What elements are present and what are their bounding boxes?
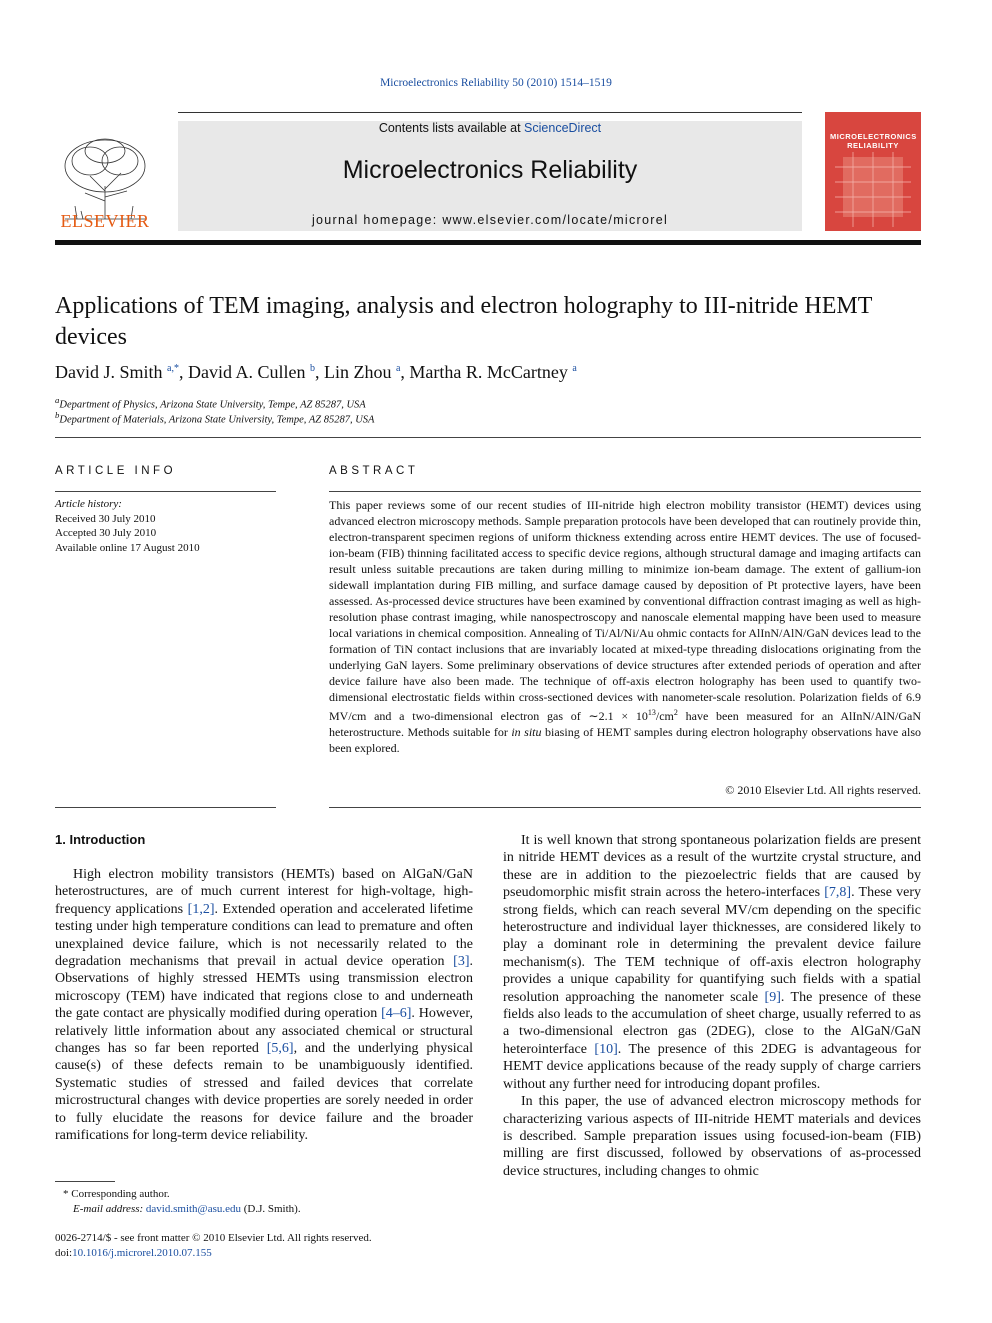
- asterisk-mark: *: [63, 1188, 72, 1200]
- email-link[interactable]: david.smith@asu.edu: [145, 1202, 241, 1215]
- affiliation-a: [55, 395, 921, 411]
- intro-paragraph-3: In this paper, the use of advanced electron microscopy methods for characterizing various aspects of III-nitride HEMT materials and devices is described. Sample preparation issues using focused-ion-beam (FIB) milling are first discussed, followed by observations of as-processed device structures, including changes to ohmic: [503, 1094, 921, 1179]
- abstract-rule: [329, 491, 921, 492]
- email-note: [55, 1202, 473, 1217]
- corresponding-text: Corresponding author.: [71, 1188, 170, 1200]
- journal-citation[interactable]: Microelectronics Reliability 50 (2010) 1514–1519: [380, 77, 612, 89]
- abstract-exponent-2: 2: [673, 708, 678, 717]
- citation-link[interactable]: [3]: [453, 954, 470, 970]
- affiliation-mark: a: [55, 395, 60, 405]
- author-affiliation-mark[interactable]: a,*: [167, 363, 179, 374]
- online-date: Available online 17 August 2010: [55, 541, 200, 554]
- paragraph-text: High electron mobility transistors (HEMTs) based on AlGaN/GaN heterostructures, are of much current interest for high-voltage, high-frequency applications: [55, 867, 473, 917]
- journal-cover-image: [825, 112, 921, 231]
- corresponding-note: [55, 1187, 473, 1202]
- doi-prefix: doi:: [55, 1246, 73, 1259]
- paragraph-text: . The presence of these fields also leads to the accumulation of sheet charge, usually referred to as a two-dimensional electron gas (2DEG), close to the AlGaN/GaN heterointerface: [503, 989, 922, 1057]
- citation-link[interactable]: [1,2]: [187, 901, 215, 917]
- journal-name: Microelectronics Reliability: [342, 156, 638, 184]
- paragraph-text: . However, relatively little information about any associated chemical or structural changes has so far been reported: [55, 1006, 474, 1057]
- author-name[interactable]: Martha R. McCartney: [409, 362, 573, 382]
- journal-homepage[interactable]: journal homepage: www.elsevier.com/locate/microrel: [311, 213, 669, 227]
- paragraph-text: . The presence of this 2DEG is advantageous for HEMT device applications because of the ready supply of charge carriers without any further need for introducing dopant profiles.: [503, 1041, 921, 1092]
- bottom-info: [55, 1231, 555, 1260]
- header-thick-rule: [55, 240, 921, 245]
- paragraph-text: . These very strong fields, which can reach several MV/cm depending on the specific heterostructure and individual layer thicknesses, are considered likely to play a dominant role in determining the prevalent device failure mechanism(s). The TEM technique of off-axis electron holography provides a unique capability for quantifying such fields with a spatial resolution approaching the nanometer scale: [503, 885, 921, 1005]
- abstract-heading: ABSTRACT: [329, 465, 419, 477]
- author-separator: ,: [178, 362, 188, 382]
- abstract-in-situ: in situ: [511, 725, 542, 739]
- body-column-left: [55, 866, 473, 1145]
- cover-title: MICROELECTRONICS RELIABILITY: [830, 132, 917, 150]
- intro-paragraph-1: [55, 866, 473, 1145]
- paragraph-text: , and the underlying physical cause(s) of these defects remain to be unambiguously identified. Systematic studies of stressed and failed devices that correlate microstructural changes with device properties are sorely needed in order to fully elucidate the reasons for device failure and the broader ramifications for long-term device reliability.: [55, 1041, 473, 1144]
- contents-prefix: Contents lists available at: [378, 121, 525, 135]
- section-heading: 1. Introduction: [55, 832, 146, 847]
- author-name[interactable]: David A. Cullen: [187, 362, 310, 382]
- author-name[interactable]: David J. Smith: [55, 362, 168, 382]
- author-name[interactable]: Lin Zhou: [323, 362, 396, 382]
- author-separator: ,: [314, 362, 324, 382]
- citation-link[interactable]: [9]: [764, 989, 781, 1005]
- email-suffix: (D.J. Smith).: [243, 1202, 301, 1215]
- received-date: Received 30 July 2010: [55, 512, 156, 525]
- author-separator: ,: [400, 362, 410, 382]
- footnote-rule: [55, 1181, 115, 1182]
- abstract-text-2: /cm: [655, 709, 674, 723]
- abstract-bottom-rule: [329, 807, 921, 808]
- article-info-heading: ARTICLE INFO: [55, 465, 177, 477]
- intro-paragraph-2: [503, 832, 921, 1093]
- email-label: E-mail address:: [73, 1202, 144, 1215]
- abstract-body: [329, 497, 921, 756]
- article-info-bottom-rule: [55, 807, 276, 808]
- affiliation-text: Department of Materials, Arizona State University, Tempe, AZ 85287, USA: [59, 414, 375, 426]
- abstract-text-1: This paper reviews some of our recent studies of III-nitride high electron mobility transistor (HEMT) devices using advanced electron microscopy methods. Sample preparation protocols have been developed that can routinely provide thin, electron-transparent specimen regions of uniform thickness extending across entire HEMT devices. The use of focused-ion-beam (FIB) thinning facilitated access to specific device regions, although structural damage and imaging artifacts can result unless suitable precautions are taken during milling to minimize ion-beam damage. The extent of gallium-ion sidewall implantation during FIB milling, and surface damage caused by deposition of Pt protective layers, have been assessed. As-processed device structures have been examined by conventional diffraction contrast imaging as well as high-resolution phase contrast imaging, while nanospectroscopy and nanoscale elemental mapping have been used to measure local variations in chemical composition. Annealing of Ti/Al/Ni/Au ohmic contacts for AlInN/AlN/GaN devices lead to the formation of TiN contact inclusions that are invariably located at mixed-type threading dislocations originating from the underlying GaN layers. Some preliminary observations of device structures after extended periods of operation and after device failure have also been made. The technique of off-axis electron holography has been used to quantify two-dimensional electrostatic fields within cross-sectioned devices with nanometer-scale resolution. Polarization fields of 6.9 MV/cm and a two-dimensional electron gas of ∼2.1 × 10: [329, 498, 921, 723]
- cover-pattern: [825, 112, 921, 231]
- doi-link[interactable]: 10.1016/j.microrel.2010.07.155: [72, 1246, 212, 1259]
- author-affiliation-mark[interactable]: a: [395, 363, 401, 374]
- abstract-text-3: have been measured for an AlInN/AlN/GaN heterostructure. Methods suitable for: [329, 709, 922, 739]
- citation-link[interactable]: [4–6]: [381, 1006, 412, 1022]
- publisher-wordmark: ELSEVIER: [60, 211, 150, 231]
- issn-line: 0026-2714/$ - see front matter © 2010 Elsevier Ltd. All rights reserved.: [55, 1232, 372, 1244]
- paragraph-text: It is well known that strong spontaneous polarization fields are present in nitride HEMT devices as a result of the wurtzite crystal structure, and these are in addition to the piezoelectric fields that are caused by pseudomorphic misfit strain across the hetero-interfaces: [503, 833, 921, 901]
- body-column-right: [503, 832, 921, 1180]
- affiliation-b: [55, 410, 921, 426]
- article-info-rule: [55, 491, 276, 492]
- citation-link[interactable]: [10]: [594, 1041, 618, 1057]
- footnotes: [55, 1187, 473, 1216]
- article-history: [55, 497, 276, 555]
- citation-link[interactable]: [5,6]: [266, 1041, 294, 1057]
- article-title: Applications of TEM imaging, analysis and electron holography to III-nitride HEMT devices: [55, 293, 872, 350]
- contents-line: [178, 121, 802, 135]
- abstract-exponent: 13: [647, 708, 656, 717]
- author-affiliation-mark[interactable]: b: [309, 363, 315, 374]
- doi-line: [55, 1246, 555, 1261]
- abstract-text-4: biasing of HEMT samples during electron holography observations have also been explored.: [329, 725, 921, 755]
- accepted-date: Accepted 30 July 2010: [55, 527, 157, 539]
- author-list: [55, 362, 921, 383]
- author-affiliation-mark[interactable]: a: [572, 363, 577, 374]
- header-rule: [178, 112, 802, 113]
- history-label: Article history:: [55, 498, 122, 510]
- affiliation-mark: b: [55, 410, 60, 420]
- paragraph-text: . Extended operation and accelerated lifetime testing under high temperature conditions can lead to premature and often unexplained device failure, which is not necessarily related to the degradation mechanisms that prevail in actual device operation: [55, 901, 473, 970]
- paragraph-text: . Observations of highly stressed HEMTs using transmission electron microscopy (TEM) have indicated that regions close to and underneath the gate contact are physically modified during operation: [55, 954, 473, 1022]
- affiliation-text: Department of Physics, Arizona State University, Tempe, AZ 85287, USA: [59, 399, 366, 411]
- abstract-copyright: © 2010 Elsevier Ltd. All rights reserved.: [725, 783, 921, 797]
- citation-link[interactable]: [7,8]: [824, 885, 852, 901]
- affiliation-rule: [55, 437, 921, 438]
- sciencedirect-link[interactable]: ScienceDirect: [524, 121, 602, 135]
